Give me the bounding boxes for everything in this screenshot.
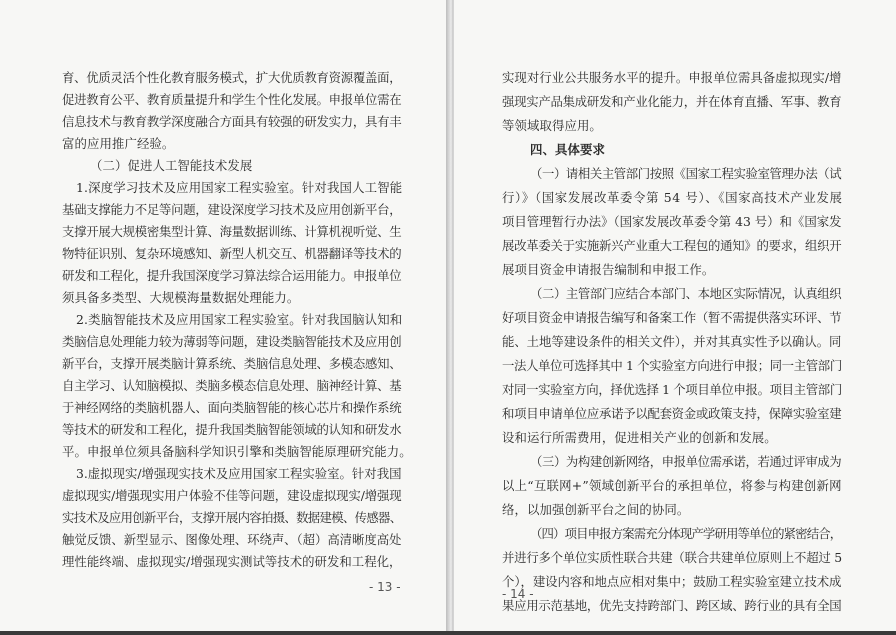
text-line: 实技术及应用创新平台，支撑开展内容拍摄、数据建模、传感器、 — [62, 510, 402, 525]
text-line: （四）项目申报方案需充分体现产学研用等单位的紧密结合， — [530, 526, 842, 541]
right-page-number: - 14 - — [502, 587, 534, 601]
bottom-shadow — [0, 631, 896, 635]
text-line: 信息技术与教育教学深度融合方面具有较强的研发实力，具有丰 — [62, 114, 402, 129]
text-line: 展改革委关于实施新兴产业重大工程包的通知》的要求，组织开 — [502, 238, 842, 253]
text-line: 须具备多类型、大规模海量数据处理能力。 — [62, 290, 300, 305]
text-line: 支撑开展大规模密集型计算、海量数据训练、计算机视听觉、生 — [62, 224, 402, 239]
text-line: 项目管理暂行办法》（国家发展改革委令第 43 号）和《国家发 — [502, 214, 842, 229]
text-line: 于神经网络的类脑机器人、面向类脑智能的核心芯片和操作系统 — [62, 400, 402, 415]
right-page — [454, 0, 896, 635]
text-line: 并进行多个单位实质性联合共建（联合共建单位原则上不超过 5 — [502, 550, 842, 565]
text-line: 1.深度学习技术及应用国家工程实验室。针对我国人工智能 — [76, 180, 403, 195]
text-line: 对同一实验室方向，择优选择 1 个项目单位申报。项目主管部门 — [502, 382, 842, 397]
text-line: 个），建设内容和地点应相对集中；鼓励工程实验室建立技术成 — [502, 574, 842, 589]
left-page — [0, 0, 446, 635]
text-line: 育、优质灵活个性化教育服务模式，扩大优质教育资源覆盖面， — [62, 70, 402, 85]
text-line: 3.虚拟现实/增强现实技术及应用国家工程实验室。针对我国 — [76, 466, 402, 481]
text-line: 四、具体要求 — [530, 142, 605, 157]
text-line: 新平台，支撑开展类脑计算系统、类脑信息处理、多模态感知、 — [62, 356, 402, 371]
text-line: 一法人单位可选择其中 1 个实验室方向进行申报；同一主管部门 — [502, 358, 842, 373]
text-line: （二）主管部门应结合本部门、本地区实际情况，认真组织 — [530, 286, 842, 301]
text-line: 基础支撑能力不足等问题，建设深度学习技术及应用创新平台， — [62, 202, 402, 217]
left-page-number: - 13 - — [369, 580, 401, 594]
text-line: 果应用示范基地，优先支持跨部门、跨区域、跨行业的具有全国 — [502, 598, 842, 613]
text-line: 和项目申请单位应承诺予以配套资金或政策支持，保障实验室建 — [502, 406, 842, 421]
text-line: 强现实产品集成研发和产业化能力，并在体育直播、军事、教育 — [502, 94, 842, 109]
text-line: 研发和工程化，提升我国深度学习算法综合运用能力。申报单位 — [62, 268, 402, 283]
text-line: 络，以加强创新平台之间的协同。 — [502, 502, 690, 517]
text-line: （三）为构建创新网络，申报单位需承诺，若通过评审成为 — [530, 454, 842, 469]
text-line: 实现对行业公共服务水平的提升。申报单位需具备虚拟现实/增 — [502, 70, 842, 85]
text-line: 设和运行所需费用，促进相关产业的创新和发展。 — [502, 430, 777, 445]
text-line: 类脑信息处理能力较为薄弱等问题，建设类脑智能技术及应用创 — [62, 334, 402, 349]
text-line: 能、土地等建设条件的相关文件），并对其真实性予以确认。同 — [502, 334, 842, 349]
text-line: 物特征识别、复杂环境感知、新型人机交互、机器翻译等技术的 — [62, 246, 402, 261]
text-line: 触觉反馈、新型显示、图像处理、环绕声、（超）高清晰度高处 — [62, 532, 402, 547]
text-line: 促进教育公平、教育质量提升和学生个性化发展。申报单位需在 — [62, 92, 402, 107]
text-line: 展项目资金申请报告编制和申报工作。 — [502, 262, 715, 277]
text-line: （二）促进人工智能技术发展 — [90, 158, 253, 173]
text-line: 等领域取得应用。 — [502, 118, 602, 133]
text-line: 行）》（国家发展改革委令第 54 号）、《国家高技术产业发展 — [502, 190, 843, 205]
text-line: （一）请相关主管部门按照《国家工程实验室管理办法（试 — [530, 166, 842, 181]
page-edge — [452, 0, 453, 635]
text-line: 自主学习、认知脑模拟、类脑多模态信息处理、脑神经计算、基 — [62, 378, 402, 393]
text-line: 以上“互联网+”领域创新平台的承担单位，将参与构建创新网 — [502, 478, 842, 493]
text-line: 虚拟现实/增强现实用户体验不佳等问题，建设虚拟现实/增强现 — [62, 488, 402, 503]
text-line: 等技术的研发和工程化，提升我国类脑智能领域的认知和研发水 — [62, 422, 402, 437]
text-line: 理性能终端、虚拟现实/增强现实测试等技术的研发和工程化， — [62, 554, 402, 569]
text-line: 平。申报单位须具备脑科学知识引擎和类脑智能原理研究能力。 — [62, 444, 412, 459]
text-line: 2.类脑智能技术及应用国家工程实验室。针对我国脑认知和 — [76, 312, 403, 327]
text-line: 富的应用推广经验。 — [62, 136, 175, 151]
text-line: 好项目资金申请报告编写和备案工作（暂不需提供落实环评、节 — [502, 310, 842, 325]
